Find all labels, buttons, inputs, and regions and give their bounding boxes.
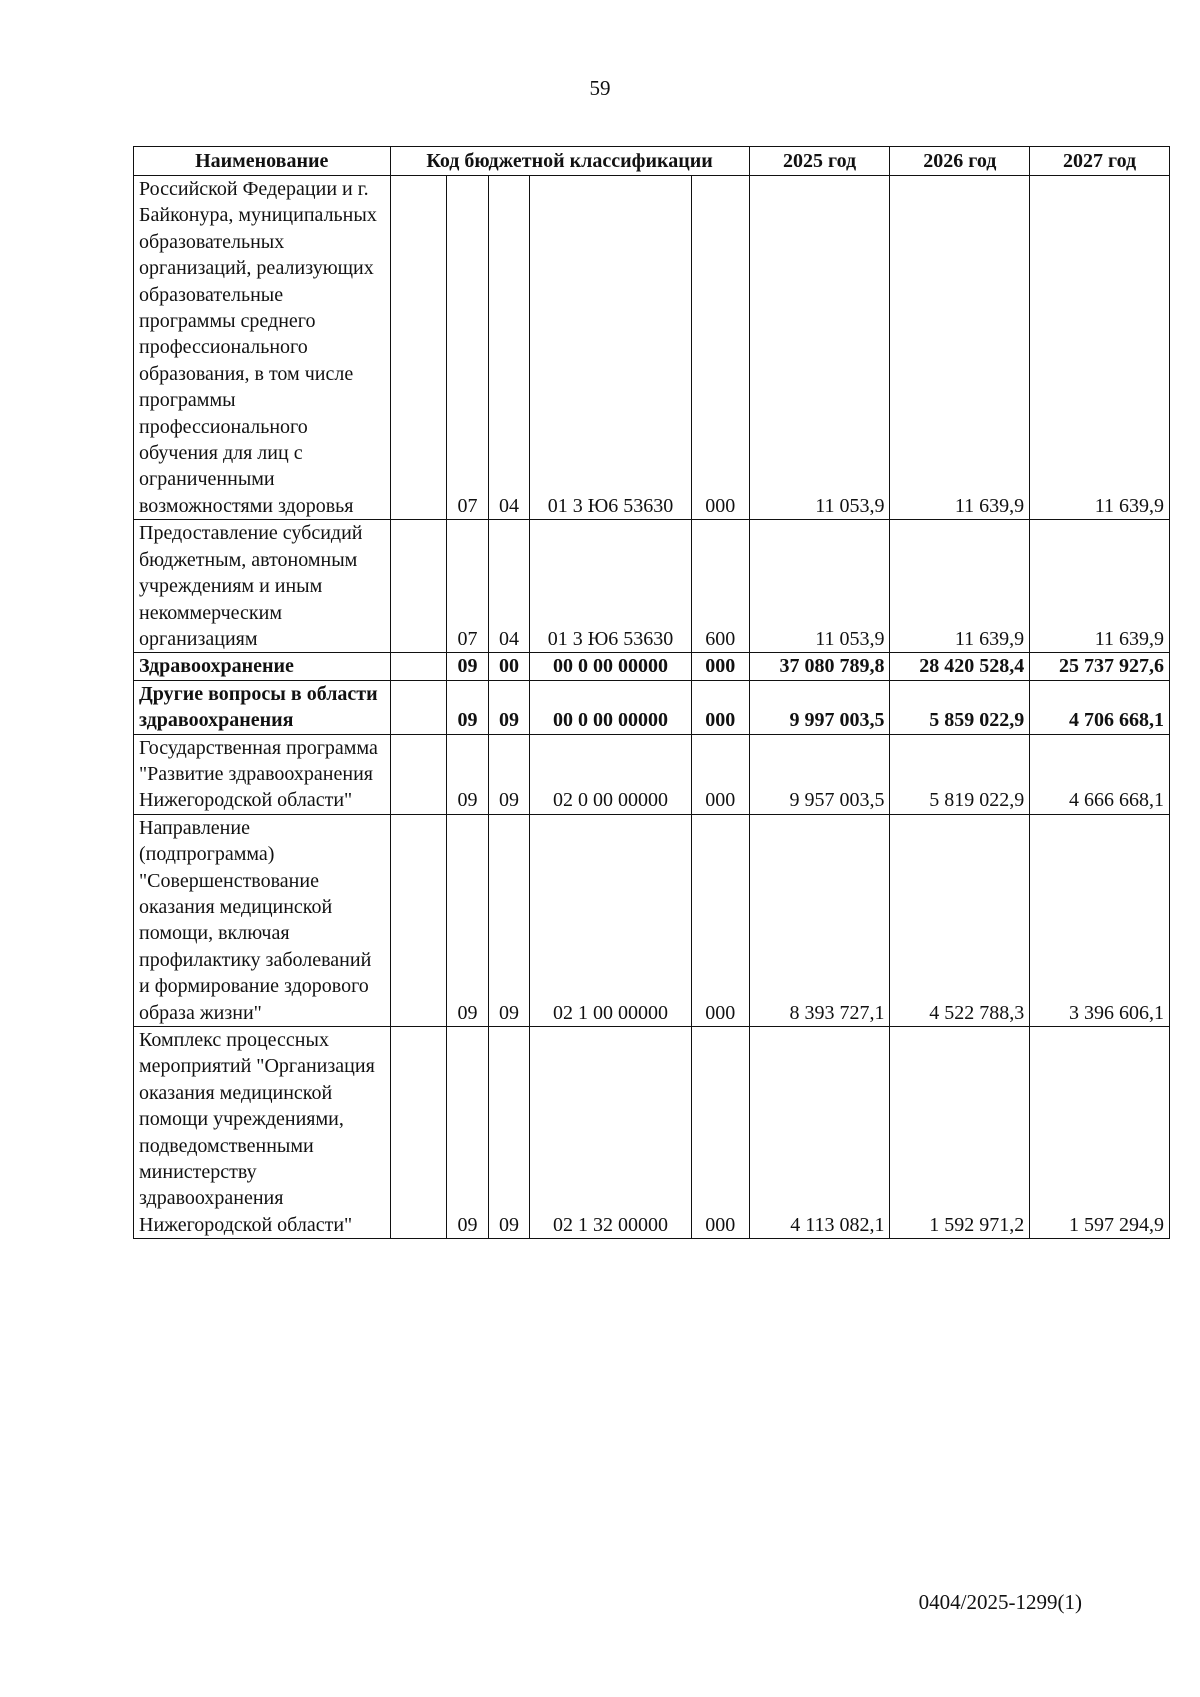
header-2027: 2027 год	[1030, 147, 1170, 176]
row-name: Комплекс процессных мероприятий "Организация оказания медицинской помощи учреждениями, подведомственными министерству здравоохранения Нижегородской области"	[134, 1027, 391, 1239]
row-subsection: 04	[488, 520, 529, 653]
row-2027: 4 666 668,1	[1030, 734, 1170, 814]
row-ministry	[390, 520, 447, 653]
row-target: 01 3 Ю6 53630	[530, 520, 692, 653]
row-expense: 000	[691, 1027, 749, 1239]
row-name: Другие вопросы в области здравоохранения	[134, 680, 391, 734]
row-section: 09	[447, 814, 488, 1026]
row-2025: 8 393 727,1	[749, 814, 890, 1026]
document-id: 0404/2025-1299(1)	[918, 1590, 1082, 1614]
row-2025: 11 053,9	[749, 520, 890, 653]
row-target: 00 0 00 00000	[530, 680, 692, 734]
row-ministry	[390, 1027, 447, 1239]
table-row	[134, 1027, 1170, 1239]
row-name: Предоставление субсидий бюджетным, автономным учреждениям и иным некоммерческим организациям	[134, 520, 391, 653]
row-expense: 000	[691, 734, 749, 814]
row-name: Направление (подпрограмма) "Совершенствование оказания медицинской помощи, включая профилактику заболеваний и формирование здорового образа жизни"	[134, 814, 391, 1026]
row-section: 09	[447, 734, 488, 814]
row-2027: 4 706 668,1	[1030, 680, 1170, 734]
row-target: 00 0 00 00000	[530, 653, 692, 680]
row-2026: 1 592 971,2	[890, 1027, 1030, 1239]
row-ministry	[390, 176, 447, 520]
table-header-row	[134, 147, 1170, 176]
table-row	[134, 814, 1170, 1026]
row-2027: 3 396 606,1	[1030, 814, 1170, 1026]
row-ministry	[390, 814, 447, 1026]
row-target: 01 3 Ю6 53630	[530, 176, 692, 520]
row-2025: 37 080 789,8	[749, 653, 890, 680]
row-2025: 9 957 003,5	[749, 734, 890, 814]
header-name: Наименование	[134, 147, 391, 176]
row-subsection: 04	[488, 176, 529, 520]
row-2026: 5 859 022,9	[890, 680, 1030, 734]
row-2026: 4 522 788,3	[890, 814, 1030, 1026]
row-target: 02 0 00 00000	[530, 734, 692, 814]
row-ministry	[390, 653, 447, 680]
row-section: 09	[447, 1027, 488, 1239]
table-row	[134, 680, 1170, 734]
row-2026: 5 819 022,9	[890, 734, 1030, 814]
table-row	[134, 176, 1170, 520]
row-2025: 9 997 003,5	[749, 680, 890, 734]
row-expense: 000	[691, 814, 749, 1026]
header-code: Код бюджетной классификации	[390, 147, 749, 176]
row-2027: 11 639,9	[1030, 176, 1170, 520]
row-2026: 11 639,9	[890, 520, 1030, 653]
header-2026: 2026 год	[890, 147, 1030, 176]
row-2026: 28 420 528,4	[890, 653, 1030, 680]
row-subsection: 09	[488, 1027, 529, 1239]
row-name: Здравоохранение	[134, 653, 391, 680]
page-number: 59	[589, 76, 611, 100]
row-target: 02 1 32 00000	[530, 1027, 692, 1239]
row-subsection: 00	[488, 653, 529, 680]
header-2025: 2025 год	[749, 147, 890, 176]
row-2026: 11 639,9	[890, 176, 1030, 520]
row-expense: 600	[691, 520, 749, 653]
row-expense: 000	[691, 680, 749, 734]
row-subsection: 09	[488, 814, 529, 1026]
row-section: 09	[447, 680, 488, 734]
row-name: Государственная программа "Развитие здравоохранения Нижегородской области"	[134, 734, 391, 814]
row-expense: 000	[691, 653, 749, 680]
row-2027: 11 639,9	[1030, 520, 1170, 653]
row-2027: 1 597 294,9	[1030, 1027, 1170, 1239]
row-subsection: 09	[488, 734, 529, 814]
table-row	[134, 734, 1170, 814]
row-2027: 25 737 927,6	[1030, 653, 1170, 680]
row-section: 07	[447, 520, 488, 653]
row-target: 02 1 00 00000	[530, 814, 692, 1026]
row-ministry	[390, 734, 447, 814]
row-name: Российской Федерации и г. Байконура, муниципальных образовательных организаций, реализующих образовательные программы среднего профессионального образования, в том числе программы профессионального обучения для лиц с ограниченными возможностями здоровья	[134, 176, 391, 520]
row-expense: 000	[691, 176, 749, 520]
budget-table	[133, 146, 1170, 1239]
table-row	[134, 520, 1170, 653]
row-section: 07	[447, 176, 488, 520]
row-subsection: 09	[488, 680, 529, 734]
row-section: 09	[447, 653, 488, 680]
row-2025: 11 053,9	[749, 176, 890, 520]
row-2025: 4 113 082,1	[749, 1027, 890, 1239]
table-row	[134, 653, 1170, 680]
row-ministry	[390, 680, 447, 734]
